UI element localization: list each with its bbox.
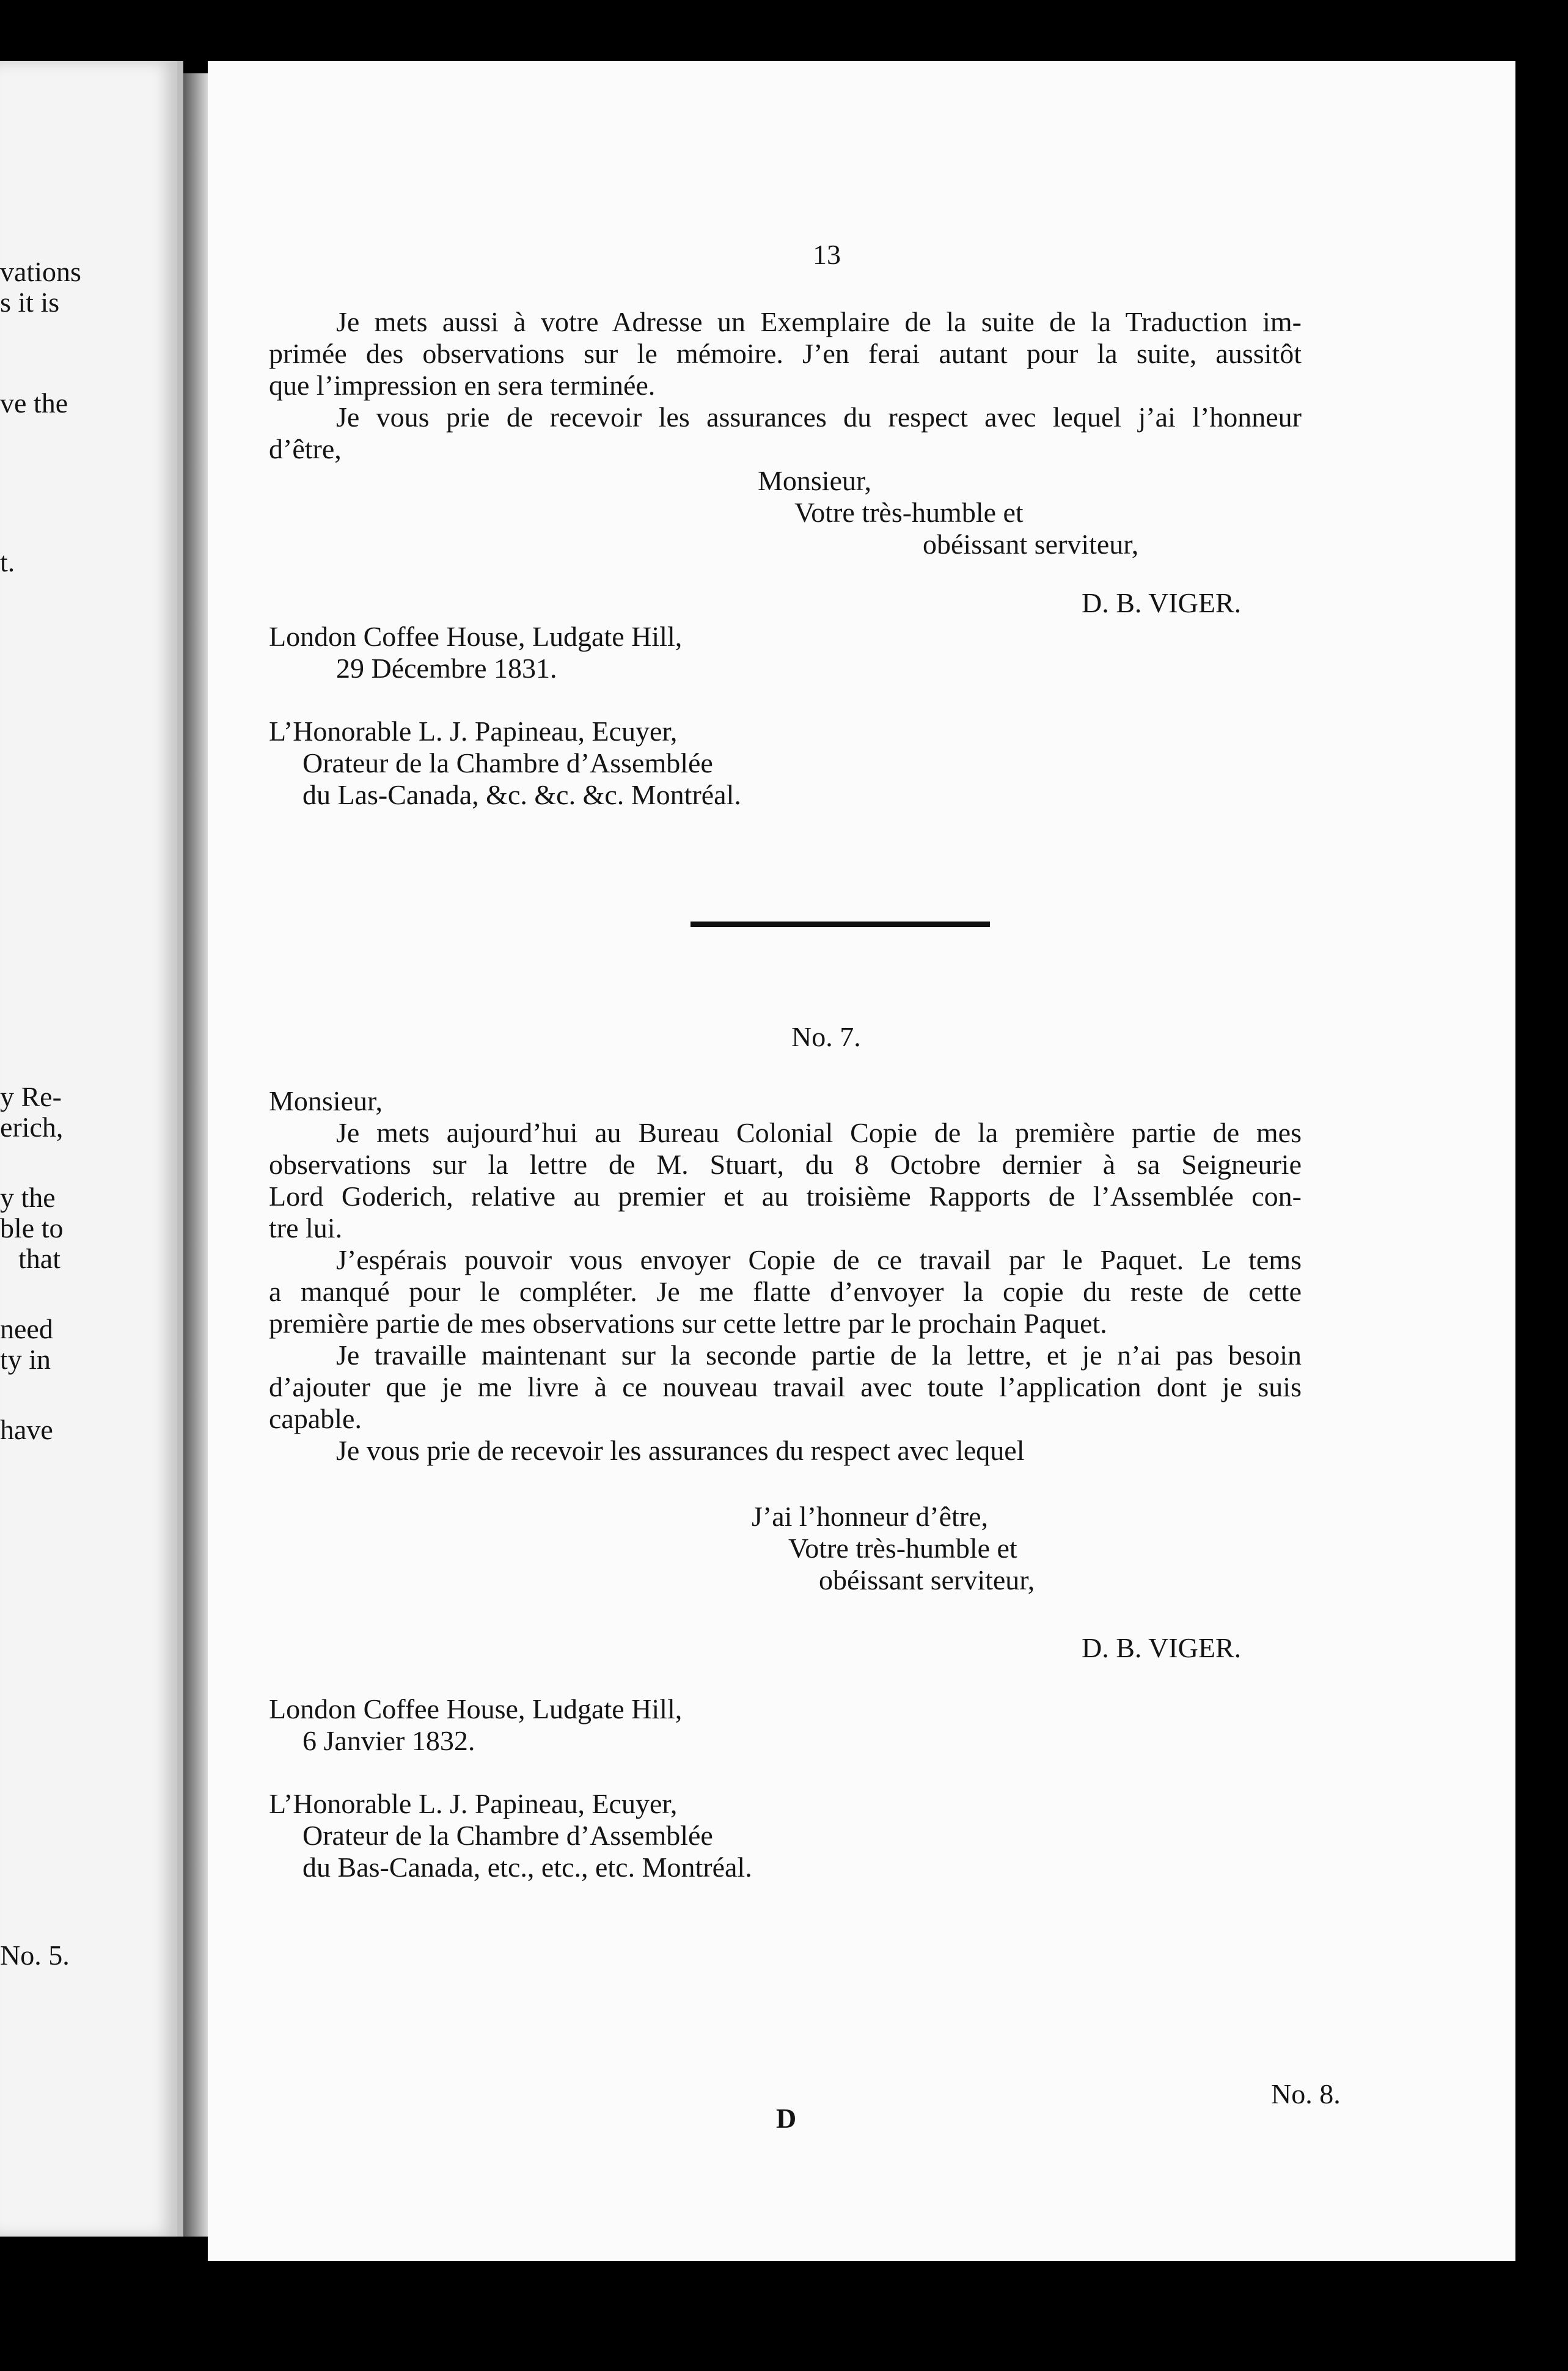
letter2-addressee-line1: L’Honorable L. J. Papineau, Ecuyer, [269,1788,678,1819]
facing-text: t. [0,546,15,577]
letter1-addressee-line1: L’Honorable L. J. Papineau, Ecuyer, [269,716,678,747]
letter2-closing-2: Votre très-humble et [788,1533,1017,1564]
letter2-date: 6 Janvier 1832. [302,1725,475,1756]
facing-text: No. 5. [0,1940,70,1971]
letter2-closing-3: obéissant serviteur, [819,1564,1035,1596]
page-number: 13 [813,239,841,270]
facing-text: ty in [0,1344,51,1375]
letter2-salutation: Monsieur, [269,1085,383,1116]
book-gutter [183,73,208,2237]
signature-mark: D [776,2103,797,2134]
letter2-para3-line3: capable. [269,1403,362,1434]
letter2-heading: No. 7. [791,1021,861,1052]
letter2-para1-line1: Je mets aujourd’hui au Bureau Colonial Copie de la première partie de mes [336,1117,1302,1148]
facing-text: that [18,1243,60,1274]
facing-text: y the [0,1182,56,1213]
letter2-para2-line3: première partie de mes observations sur cette lettre par le prochain Paquet. [269,1308,1107,1339]
letter1-place: London Coffee House, Ludgate Hill, [269,621,683,652]
catchword: No. 8. [1271,2078,1341,2109]
letter1-closing-1: Votre très-humble et [794,497,1024,528]
document-page [208,61,1515,2261]
letter1-para1-line1: Je mets aussi à votre Adresse un Exemplaire de la suite de la Traduction im- [336,306,1302,337]
facing-text: ve the [0,387,68,419]
letter2-signature: D. B. VIGER. [1082,1632,1242,1663]
letter2-para1-line3: Lord Goderich, relative au premier et au troisième Rapports de l’Assemblée con- [269,1181,1302,1212]
letter1-salutation: Monsieur, [758,465,871,496]
letter2-para2-line1: J’espérais pouvoir vous envoyer Copie de ce travail par le Paquet. Le tems [336,1244,1302,1275]
facing-text: erich, [0,1112,64,1143]
letter2-para3-line2: d’ajouter que je me livre à ce nouveau travail avec toute l’application dont je suis [269,1371,1302,1402]
letter1-addressee-line2: Orateur de la Chambre d’Assemblée [302,747,713,779]
letter1-date: 29 Décembre 1831. [336,653,557,684]
letter2-addressee-line3: du Bas-Canada, etc., etc., etc. Montréal. [302,1852,752,1883]
facing-page-fragment [0,61,183,2237]
facing-text: s it is [0,287,60,318]
letter1-para2-line2: d’être, [269,433,342,464]
facing-text: need [0,1313,53,1344]
facing-text: vations [0,256,81,287]
letter1-para2-line1: Je vous prie de recevoir les assurances du respect avec lequel j’ai l’honneur [336,401,1302,433]
letter2-addressee-line2: Orateur de la Chambre d’Assemblée [302,1820,713,1851]
letter2-para1-line4: tre lui. [269,1212,343,1244]
section-divider [691,922,990,927]
letter2-closing-1: J’ai l’honneur d’être, [752,1501,989,1532]
letter2-para1-line2: observations sur la lettre de M. Stuart, du 8 Octobre dernier à sa Seigneurie [269,1149,1302,1180]
letter1-para1-line3: que l’impression en sera terminée. [269,370,656,401]
letter1-addressee-line3: du Las-Canada, &c. &c. &c. Montréal. [302,779,741,810]
letter2-para3-line1: Je travaille maintenant sur la seconde partie de la lettre, et je n’ai pas besoin [336,1339,1302,1371]
facing-text: ble to [0,1212,64,1244]
letter1-para1-line2: primée des observations sur le mémoire. J’en ferai autant pour la suite, aussitôt [269,338,1302,369]
letter2-para2-line2: a manqué pour le compléter. Je me flatte d’envoyer la copie du reste de cette [269,1276,1302,1307]
facing-text: have [0,1414,53,1445]
letter1-closing-2: obéissant serviteur, [923,529,1139,560]
letter2-para4: Je vous prie de recevoir les assurances du respect avec lequel [336,1435,1025,1466]
facing-text: y Re- [0,1081,62,1112]
letter2-place: London Coffee House, Ludgate Hill, [269,1693,683,1724]
letter1-signature: D. B. VIGER. [1082,587,1242,618]
